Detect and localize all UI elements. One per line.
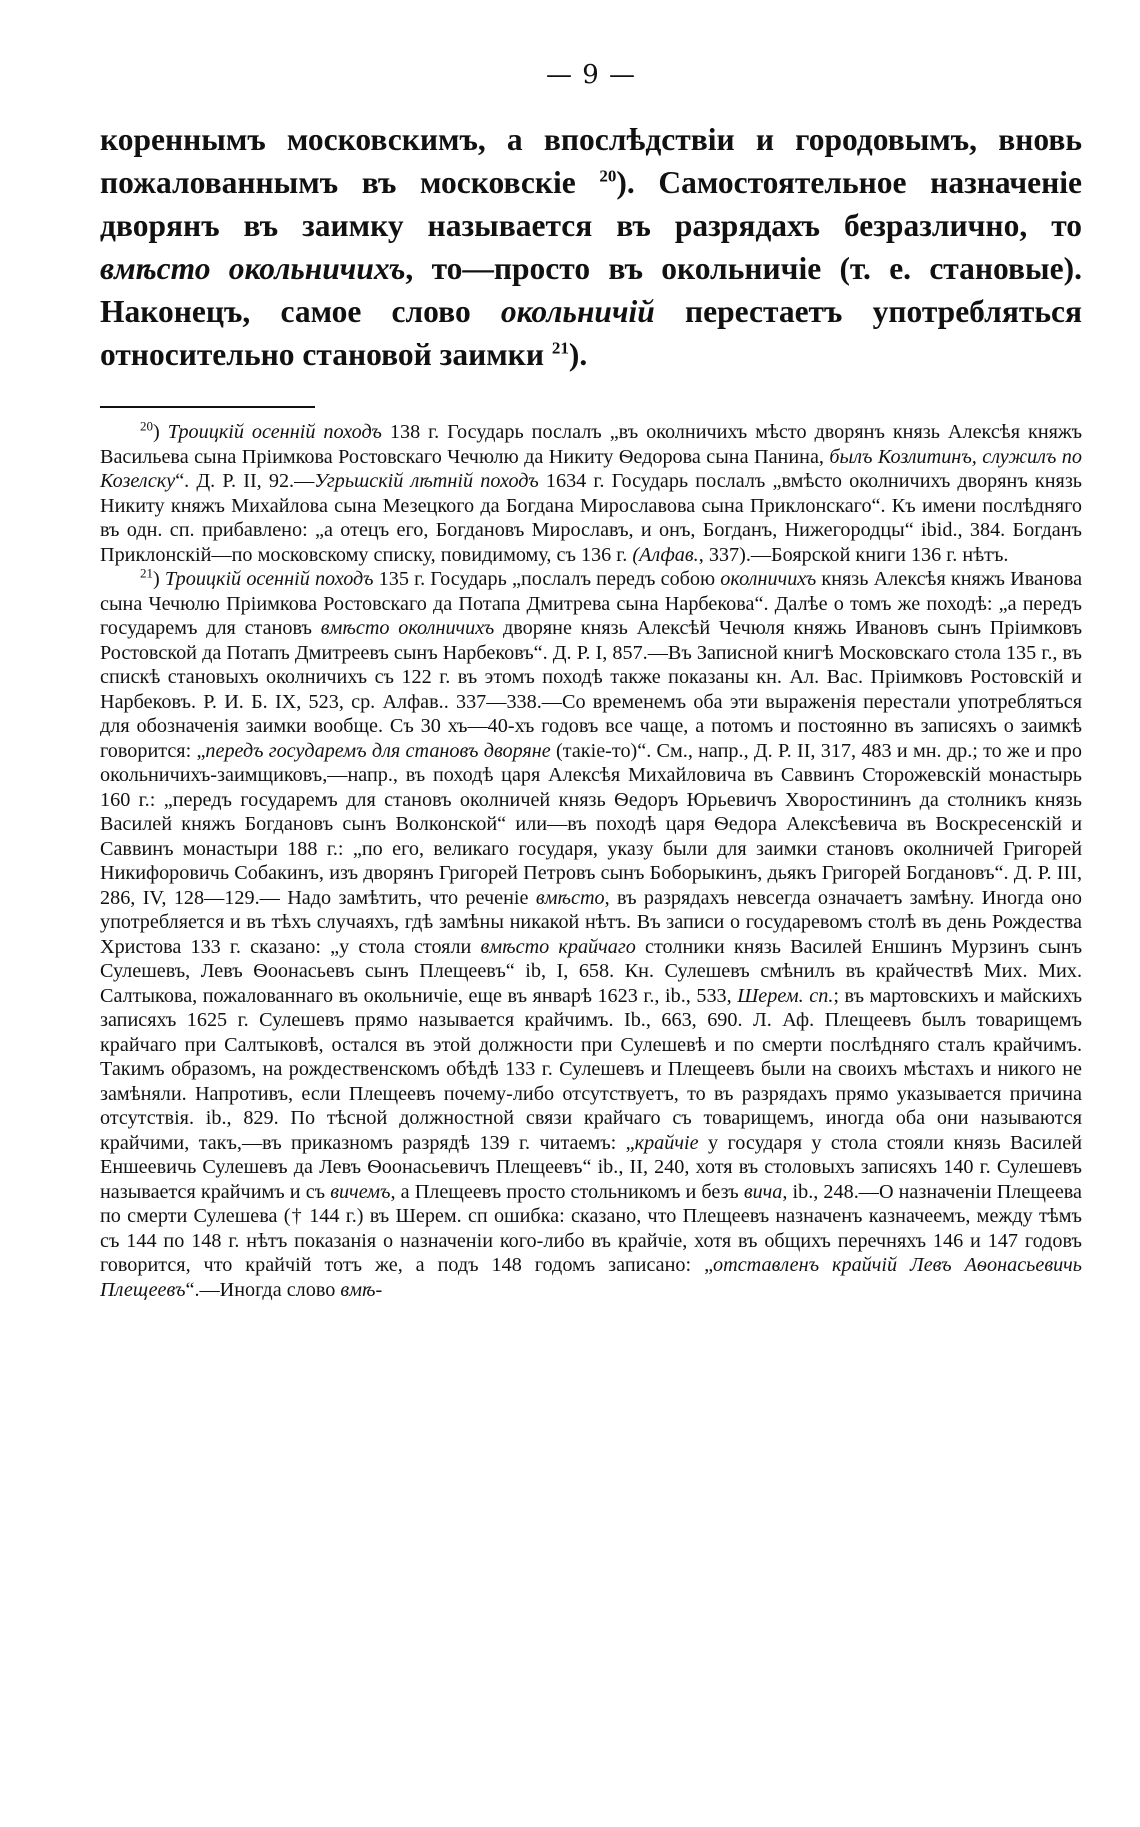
footnote-text-run: 138 г. Государь послалъ „въ околничихъ мѣсто дворянъ князь Алексѣя княжъ Васильева сына Пріимкова Ростовскаго Чечюлю да Никиту Ѳедорова сына Панина, [100, 421, 1083, 468]
footnote-text-run: ; въ мартовскихъ и майскихъ записяхъ 1625 г. Сулешевъ прямо называется крайчимъ. Ib., 663, 690. Л. Аф. Плещеевъ былъ товарищемъ крайчаго при Салтыковѣ, остался въ этой должности при Сулешевѣ и по смерти послѣдняго сталъ крайчимъ. Такимъ образомъ, на рождественскомъ обѣдѣ 133 г. Сулешевъ и Плещеевъ были на своихъ мѣстахъ и никого не замѣняли. Напротивъ, если Плещеевъ почему-либо отсутствуетъ, то въ разрядахъ прямо указывается причина отсутствія. ib., 829. По тѣсной должностной связи крайчаго съ товарищемъ, иногда оба они называются крайчими, такъ,—въ приказномъ разрядѣ 139 г. читаемъ: „ [100, 984, 1083, 1154]
main-text-run: ). Самостоятельное назначеніе дворянъ въ заимку называется въ разрядахъ безразлично, то [100, 165, 1082, 243]
footnote-ref-21: 21 [551, 338, 569, 358]
page-number: — 9 — [545, 60, 637, 90]
footnote-italic-run: (Алфав. [632, 543, 699, 566]
footnote-ref-20: 20 [599, 166, 617, 186]
main-italic-run: вмѣсто окольничихъ [100, 251, 406, 286]
footnote-mark: 20 [140, 418, 153, 434]
footnote-21 [100, 567, 1082, 1302]
footnote-text-run: (такіе-то)“. См., напр., Д. Р. II, 317, 483 и мн. др.; то же и про окольничихъ-заимщиковъ,—напр., въ походѣ царя Алексѣя Михайловича въ Саввинъ Сторожевскій монастырь 160 г.: „передъ государемъ для становъ околничей князь Ѳедоръ Юрьевичъ Хворостининъ да столникъ князь Василей княжъ Богдановъ сынъ Волконской“ или—въ походѣ царя Ѳедора Алексѣевича въ Воскресенскій и Саввинъ монастыри 188 г.: „по его, великаго государя, указу были для заимки становъ околничей Григорей Никифоровичь Собакинъ, изъ дворянъ Григорей Петровъ сынъ Боборыкинъ, дьякъ Григорей Богдановъ“. Д. Р. III, 286, IV, 128—129.— Надо замѣтить, что реченіе [100, 739, 1082, 909]
footnote-italic-run: вичемъ [330, 1180, 391, 1203]
footnote-italic-run: околничихъ [720, 568, 817, 590]
footnote-text-run: у государя у стола стояли князь Василей Еншеевичь Сулешевъ да Левъ Ѳоонасьевичъ Плещеевъ“ ib., II, 240, хотя въ столовыхъ записяхъ 140 г. Сулешевъ называется крайчимъ и съ [100, 1131, 1083, 1203]
footnote-text-run: , въ разрядахъ невсегда означаетъ замѣну. Иногда оно употребляется и въ тѣхъ случаяхъ, гдѣ замѣны никакой нѣтъ. Въ записи о государевомъ столѣ въ день Рождества Христова 133 г. сказано: „у стола стояли [100, 886, 1083, 958]
footnote-italic-run: вмѣ- [340, 1278, 383, 1301]
footnote-text-run: , 337).—Боярской книги 136 г. нѣтъ. [698, 543, 1009, 566]
footnote-text-run: , ib., 248.—О назначеніи Плещеева по смерти Сулешева († 144 г.) въ Шерем. сп ошибка: сказано, что Плещеевъ назначенъ казначеемъ, между тѣмъ съ 144 по 148 г. нѣтъ показанія о назначеніи кого-либо въ крайчіе, хотя въ общихъ перечняхъ 146 и 147 годовъ говорится, что крайчій тотъ же, а подъ 148 годомъ записано: „ [100, 1180, 1083, 1276]
main-text-run: ). [568, 337, 588, 372]
footnote-text-run: 135 г. Государь „послалъ передъ собою [378, 568, 716, 590]
footnote-italic-run: былъ Козлитинъ, служилъ по Козелску [100, 445, 1082, 492]
footnote-text-run: ) [153, 568, 160, 590]
footnote-mark: 21 [140, 565, 153, 581]
main-text-run: , то—просто въ окольничіе (т. е. становые). Наконецъ, самое слово [100, 251, 1082, 329]
main-text-run: кореннымъ московскимъ, а впослѣдствіи и городовымъ, вновь пожалованнымъ въ московскіе [100, 122, 1082, 200]
footnote-italic-run: вмѣсто околничихъ [320, 617, 495, 639]
footnote-text-run: “.—Иногда слово [185, 1278, 336, 1301]
footnote-divider [100, 406, 315, 408]
footnote-text-run: столники князь Василей Еншинъ Мурзинъ сынъ Сулешевъ, Левъ Ѳоонасьевъ сынъ Плещеевъ“ ib, I, 658. Кн. Сулешевъ смѣнилъ въ крайчествѣ Мих. Мих. Салтыкова, пожалованнаго въ окольничіе, еще въ январѣ 1623 г., ib., 533, [100, 935, 1083, 1007]
footnote-italic-run: вмѣсто [535, 886, 605, 909]
footnote-text-run: , а Плещеевъ просто стольникомъ и безъ [390, 1180, 739, 1203]
footnote-italic-run: передъ государемъ для становъ дворяне [205, 739, 551, 762]
footnote-italic-run: вмѣсто крайчаго [480, 935, 636, 958]
main-paragraph [100, 118, 1082, 376]
main-text-run: перестаетъ употребляться относительно становой заимки [100, 294, 1083, 372]
footnote-italic-run: отставленъ крайчій Левъ Аѳонасьевичь Плещеевъ [100, 1254, 1082, 1301]
footnote-italic-run: Троицкій осенній походъ [164, 568, 374, 590]
footnote-italic-run: крайчіе [634, 1131, 699, 1154]
footnote-20 [100, 420, 1082, 567]
footnote-italic-run: вича [743, 1180, 783, 1203]
footnote-text-run: ) [153, 421, 160, 443]
page [100, 60, 1082, 1302]
footnote-italic-run: Троицкій осенній походъ [167, 421, 382, 443]
footnote-text-run: дворяне князь Алексѣй Чечюля княжь Ивановъ сынъ Пріимковъ Ростовской да Потапъ Дмитреевъ сынъ Нарбековъ“. Д. Р. I, 857.—Въ Записной книгѣ Московскаго стола 135 г., въ спискѣ становыхъ околничихъ съ 122 г. въ этомъ походѣ также показаны кн. Ал. Вас. Пріимковъ Ростовскій и Нарбековъ. Р. И. Б. IX, 523, ср. Алфав.. 337—338.—Со временемъ оба эти выраженія перестали употребляться для обозначенія заимки вообще. Съ 30 хъ—40-хъ годовъ все чаще, а потомъ и постоянно въ записяхъ о заимкѣ говорится: „ [100, 617, 1083, 762]
footnote-text-run: 1634 г. Государь послалъ „вмѣсто околничихъ дворянъ князь Никиту княжъ Михайлова сына Мезецкого да Богдана Мирославова сына Приклонскаго“. Къ имени послѣдняго въ одн. сп. прибавлено: „а отецъ его, Богдановъ Мирославъ, и онъ, Богданъ, Нижегородцы“ ibid., 384. Богданъ Приклонскій—по московскому списку, повидимому, съ 136 г. [100, 470, 1083, 566]
footnote-italic-run: Шерем. сп. [737, 984, 834, 1007]
footnote-text-run: князь Алексѣя княжъ Иванова сына Чечюлю Пріимкова Ростовскаго да Потапа Дмитрева сына Нарбекова“. Далѣе о томъ же походѣ: „а передъ государемъ для становъ [100, 568, 1083, 639]
main-italic-run: окольничій [500, 294, 655, 329]
footnote-text-run: “. Д. Р. II, 92.— [175, 470, 315, 492]
footnote-italic-run: Угрьшскій лѣтній походъ [314, 470, 539, 492]
